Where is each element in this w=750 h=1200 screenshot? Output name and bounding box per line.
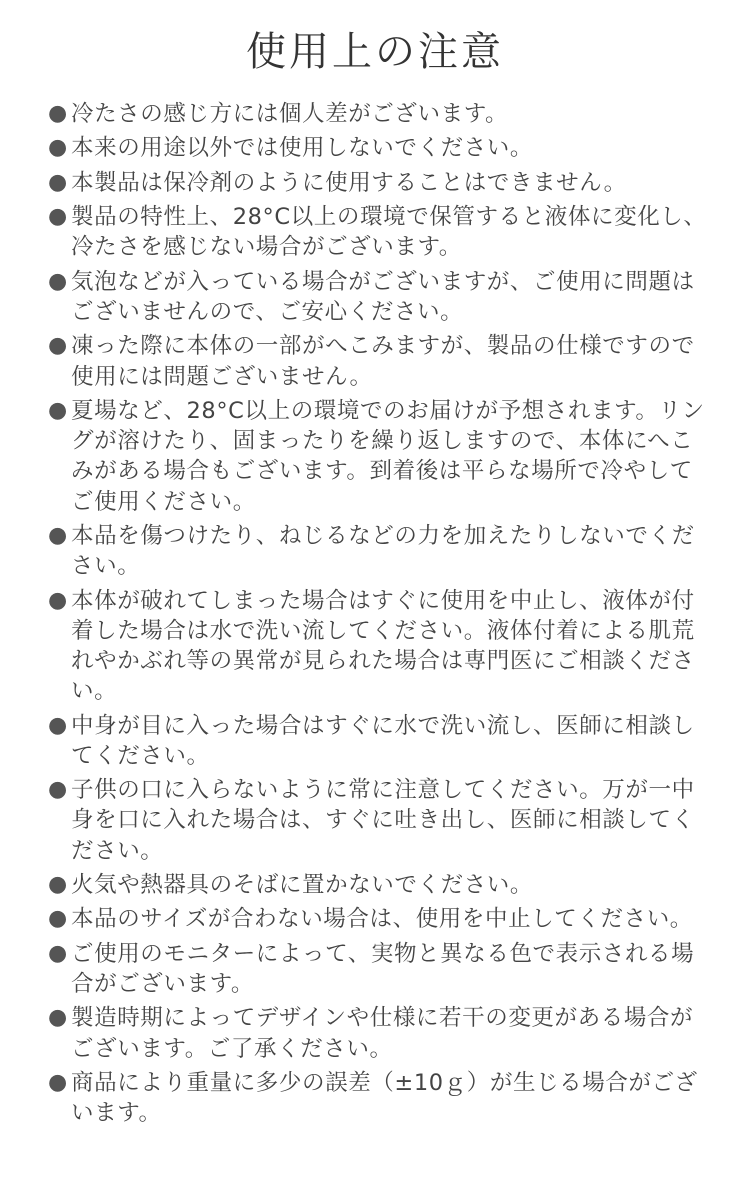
notice-text: 本来の用途以外では使用しないでください。 bbox=[71, 135, 534, 162]
bullet-icon: ● bbox=[48, 906, 68, 932]
notice-text: 冷たさの感じ方には個人差がございます。 bbox=[71, 101, 509, 127]
notice-list bbox=[48, 99, 708, 1133]
bullet-icon: ● bbox=[48, 204, 68, 230]
notice-item bbox=[48, 1068, 708, 1128]
notice-item bbox=[48, 711, 708, 771]
notice-item bbox=[48, 168, 708, 198]
notice-item bbox=[48, 396, 708, 517]
bullet-icon: ● bbox=[48, 712, 68, 738]
notice-item bbox=[48, 870, 708, 900]
bullet-icon: ● bbox=[48, 101, 68, 126]
notice-item bbox=[48, 1003, 708, 1063]
notice-item bbox=[48, 775, 708, 866]
bullet-icon: ● bbox=[48, 169, 68, 195]
page-title: 使用上の注意 bbox=[246, 29, 504, 75]
bullet-icon: ● bbox=[48, 1069, 68, 1095]
notice-text: 火気や熱器具のそばに置かないでください。 bbox=[71, 871, 534, 898]
notice-text: 製品の特性上、28°C以上の環境で保管すると液体に変化し、冷たさを感じない場合がございます。 bbox=[71, 204, 707, 261]
notice-text: 夏場など、28°C以上の環境でのお届けが予想されます。リングが溶けたり、固まったりを繰り返しますので、本体にへこみがある場合もございます。到着後は平らな場所で冷やしてご使用ください。 bbox=[71, 397, 705, 515]
notice-text: 本品を傷つけたり、ねじるなどの力を加えたりしないでください。 bbox=[71, 522, 695, 580]
bullet-icon: ● bbox=[48, 397, 68, 423]
bullet-icon: ● bbox=[48, 940, 68, 966]
notice-item bbox=[48, 133, 708, 163]
notice-text: 中身が目に入った場合はすぐに水で洗い流し、医師に相談してください。 bbox=[71, 712, 695, 769]
notice-text: 本体が破れてしまった場合はすぐに使用を中止し、液体が付着した場合は水で洗い流してください。液体付着による肌荒れやかぶれ等の異常が見られた場合は専門医にご相談ください。 bbox=[71, 587, 695, 705]
notice-text: 本製品は保冷剤のように使用することはできません。 bbox=[71, 169, 627, 196]
notice-item bbox=[48, 939, 708, 999]
bullet-icon: ● bbox=[48, 135, 68, 161]
notice-text: 凍った際に本体の一部がへこみますが、製品の仕様ですので使用には問題ございません。 bbox=[71, 333, 695, 390]
bullet-icon: ● bbox=[48, 522, 68, 548]
bullet-icon: ● bbox=[48, 268, 68, 294]
notice-text: 気泡などが入っている場合がございますが、ご使用に問題はございませんので、ご安心ください。 bbox=[71, 268, 695, 325]
bullet-icon: ● bbox=[48, 587, 68, 613]
notice-item bbox=[48, 99, 708, 129]
notice-text: ご使用のモニターによって、実物と異なる色で表示される場合がございます。 bbox=[71, 940, 695, 997]
notice-text: 本品のサイズが合わない場合は、使用を中止してください。 bbox=[71, 906, 693, 933]
notice-text: 子供の口に入らないように常に注意してください。万が一中身を口に入れた場合は、すぐに吐き出し、医師に相談してください。 bbox=[71, 777, 695, 864]
bullet-icon: ● bbox=[48, 777, 68, 803]
notice-item bbox=[48, 202, 708, 262]
notice-text: 製造時期によってデザインや仕様に若干の変更がある場合がございます。ご了承ください。 bbox=[71, 1005, 694, 1062]
notice-item bbox=[48, 586, 708, 707]
bullet-icon: ● bbox=[48, 871, 68, 897]
bullet-icon: ● bbox=[48, 1005, 68, 1031]
notice-item bbox=[48, 904, 708, 934]
notice-item bbox=[48, 267, 708, 327]
notice-text: 商品により重量に多少の誤差（±10ｇ）が生じる場合がございます。 bbox=[71, 1069, 698, 1127]
bullet-icon: ● bbox=[48, 333, 68, 359]
notice-item bbox=[48, 331, 708, 391]
notice-item bbox=[48, 521, 708, 581]
